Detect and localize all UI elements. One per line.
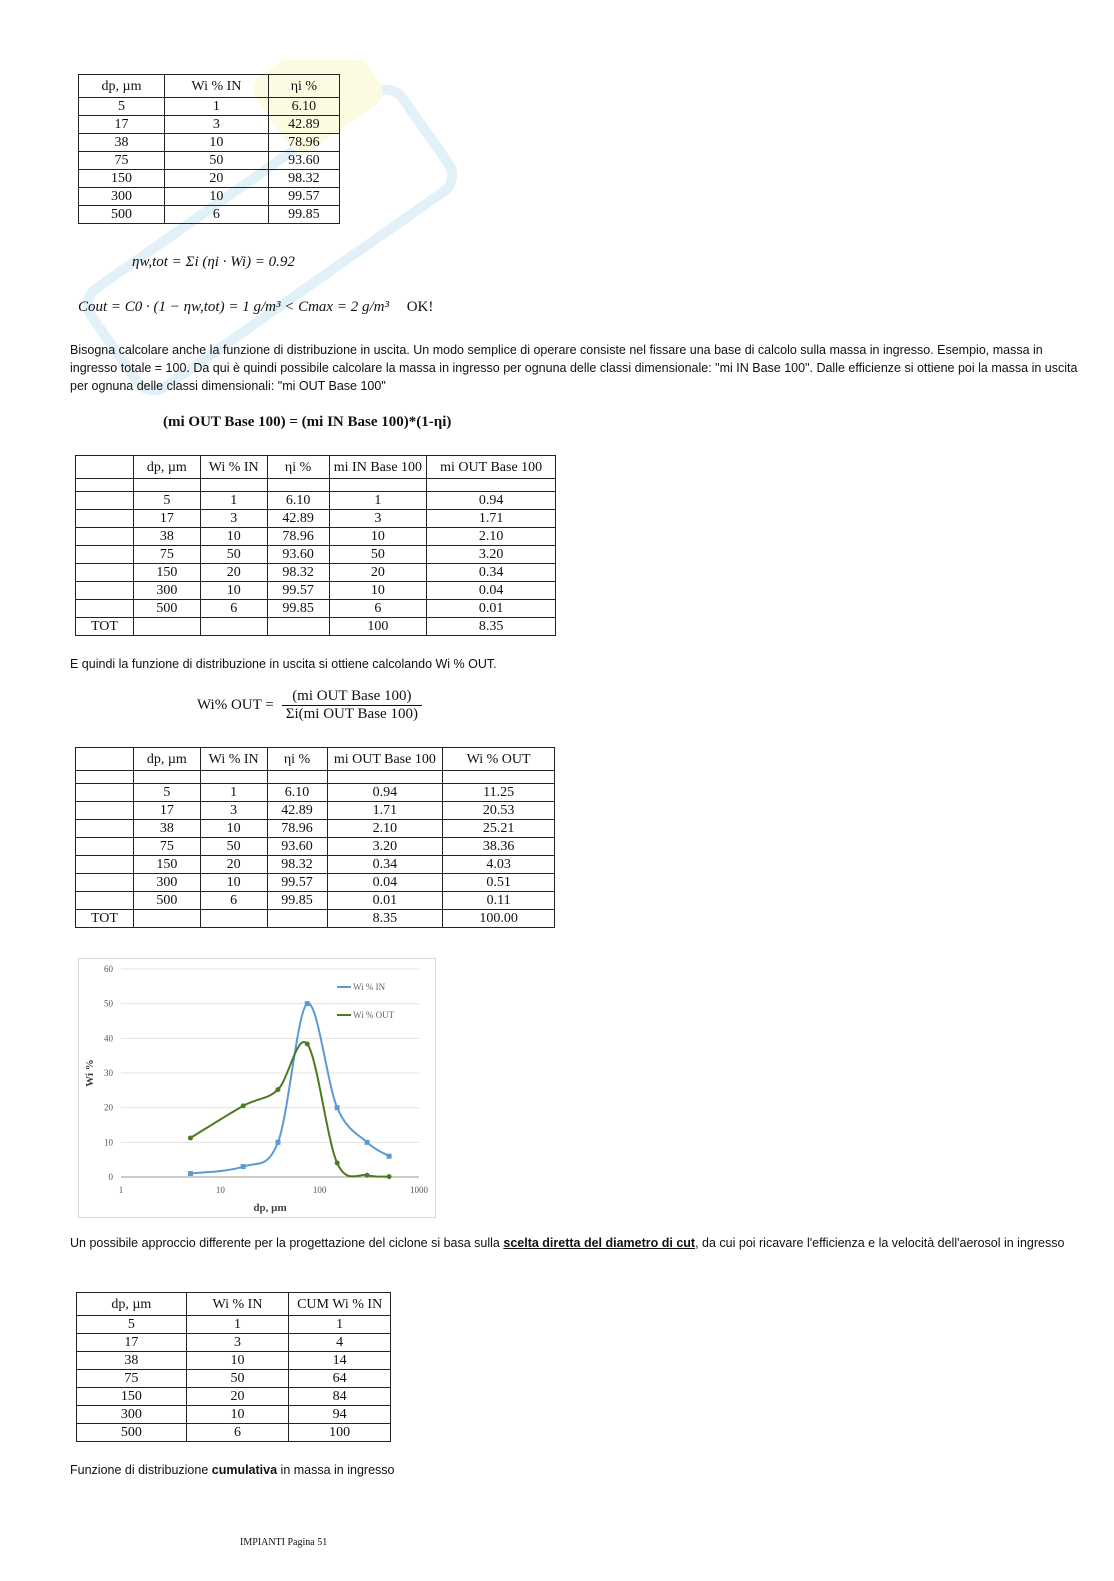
- table-row: [77, 1406, 391, 1424]
- table-cell: 99.57: [267, 582, 329, 600]
- table-cell: [76, 838, 134, 856]
- table-cell: 17: [133, 802, 200, 820]
- y-tick-label: 30: [104, 1068, 113, 1078]
- table-cell: 6: [200, 600, 267, 618]
- table-cell: 1: [165, 98, 269, 116]
- table-cell: [76, 771, 134, 784]
- table-cell: 99.85: [267, 892, 327, 910]
- table-cell: 1: [289, 1316, 391, 1334]
- table-cell: [76, 820, 134, 838]
- table-cell: 14: [289, 1352, 391, 1370]
- table-row: [77, 1388, 391, 1406]
- table-cell: mi OUT Base 100: [327, 748, 443, 771]
- table-row: [77, 1424, 391, 1442]
- table-cell: 78.96: [268, 134, 339, 152]
- table-cell: 150: [77, 1388, 187, 1406]
- x-tick-label: 10: [215, 1185, 225, 1195]
- table-cell: 75: [79, 152, 165, 170]
- series-line: [190, 1042, 389, 1177]
- table-row: [79, 116, 340, 134]
- table-cell: 10: [186, 1352, 289, 1370]
- table-row: [76, 856, 555, 874]
- table-row: [76, 820, 555, 838]
- table-cell: 100: [329, 618, 427, 636]
- table-cell: 1.71: [327, 802, 443, 820]
- table-cell: 150: [133, 564, 200, 582]
- table-row: [77, 1352, 391, 1370]
- table-cell: 0.01: [427, 600, 556, 618]
- table-row: [76, 802, 555, 820]
- table-cell: mi OUT Base 100: [427, 456, 556, 479]
- table-cell: 1: [200, 492, 267, 510]
- table-cell: 3: [329, 510, 427, 528]
- table-cell: 10: [165, 188, 269, 206]
- table-cell: 78.96: [267, 820, 327, 838]
- table-cell: ηi %: [268, 75, 339, 98]
- table-cell: 42.89: [267, 802, 327, 820]
- table-row: [76, 600, 556, 618]
- table-cell: 150: [133, 856, 200, 874]
- table-cell: 3.20: [327, 838, 443, 856]
- table-row: [77, 1316, 391, 1334]
- x-tick-label: 1000: [410, 1185, 428, 1195]
- mass-balance-table: [75, 455, 556, 636]
- table-spacer-row: [76, 771, 555, 784]
- table-cell: 500: [79, 206, 165, 224]
- table-cell: 0.94: [327, 784, 443, 802]
- table-row: [79, 98, 340, 116]
- table-cell: Wi % OUT: [443, 748, 555, 771]
- legend-label: Wi % IN: [353, 982, 386, 992]
- table-cell: 42.89: [268, 116, 339, 134]
- data-point: [387, 1174, 392, 1179]
- wi-out-formula: Wi% OUT = (mi OUT Base 100) Σi(mi OUT Base 100): [197, 688, 422, 723]
- table-cell: 10: [329, 582, 427, 600]
- table-cell: 98.32: [268, 170, 339, 188]
- table-row: [76, 492, 556, 510]
- table-row: [76, 874, 555, 892]
- table-cell: [133, 618, 200, 636]
- y-tick-label: 10: [104, 1137, 113, 1148]
- table-header-row: [76, 456, 556, 479]
- table-row: [76, 582, 556, 600]
- table-cell: 11.25: [443, 784, 555, 802]
- table-cell: 78.96: [267, 528, 329, 546]
- table-cell: 20: [329, 564, 427, 582]
- y-axis-label: Wi %: [84, 1059, 96, 1087]
- table-cell: 93.60: [267, 546, 329, 564]
- table-cell: 5: [133, 784, 200, 802]
- paragraph-output-distribution: Bisogna calcolare anche la funzione di distribuzione in uscita. Un modo semplice di operare consiste nel fissare una base di calcolo sulla massa in ingresso. Esempio, massa in ingresso totale = 100. Da qui è quindi possibile calcolare la massa in ingresso per ognuna delle classi dimensionale: "mi IN Base 100". Dalle efficienze si ottiene poi la massa in uscita per ognuna delle classi dimensionali: "mi OUT Base 100": [70, 343, 1078, 393]
- table-cell: 93.60: [268, 152, 339, 170]
- table-cell: 8.35: [327, 910, 443, 928]
- data-point: [365, 1140, 370, 1145]
- x-axis-label: dp, µm: [253, 1202, 287, 1214]
- data-point: [275, 1140, 280, 1145]
- data-point: [387, 1154, 392, 1159]
- table-cell: 64: [289, 1370, 391, 1388]
- table-cell: 500: [133, 892, 200, 910]
- table-cell: [76, 582, 134, 600]
- table-cell: [76, 492, 134, 510]
- table-cell: 1: [186, 1316, 289, 1334]
- table-cell: 10: [200, 874, 267, 892]
- table-cell: [76, 456, 134, 479]
- table-cell: 6.10: [267, 784, 327, 802]
- table-cell: 6.10: [268, 98, 339, 116]
- table-cell: 20.53: [443, 802, 555, 820]
- table-cell: 17: [77, 1334, 187, 1352]
- table-cell: 50: [186, 1370, 289, 1388]
- table-cell: mi IN Base 100: [329, 456, 427, 479]
- table-cell: 5: [77, 1316, 187, 1334]
- table-cell: [133, 771, 200, 784]
- table-cell: 42.89: [267, 510, 329, 528]
- data-point: [241, 1103, 246, 1108]
- table-cell: [200, 618, 267, 636]
- table-cell: 50: [165, 152, 269, 170]
- table-header-row: [77, 1293, 391, 1316]
- table-cell: 2.10: [427, 528, 556, 546]
- table-cell: [327, 771, 443, 784]
- table-cell: Wi % IN: [200, 748, 267, 771]
- table-cell: 100.00: [443, 910, 555, 928]
- table-cell: [76, 892, 134, 910]
- table-cell: 75: [77, 1370, 187, 1388]
- table-row: [79, 170, 340, 188]
- total-efficiency-formula: ηw,tot = Σi (ηi · Wi) = 0.92: [132, 254, 295, 270]
- table-cell: [267, 910, 327, 928]
- data-point: [335, 1105, 340, 1110]
- table-cell: 10: [329, 528, 427, 546]
- table-row: [79, 134, 340, 152]
- table-header-row: [79, 75, 340, 98]
- table-cell: 3: [165, 116, 269, 134]
- table-cell: 5: [133, 492, 200, 510]
- table-cell: 5: [79, 98, 165, 116]
- table-cell: [200, 910, 267, 928]
- series-line: [190, 1003, 389, 1173]
- table-row: [76, 892, 555, 910]
- table-header-row: [76, 748, 555, 771]
- table-cell: [76, 600, 134, 618]
- table-cell: 84: [289, 1388, 391, 1406]
- page-footer: IMPIANTI Pagina 51: [240, 1537, 328, 1548]
- table-cell: 93.60: [267, 838, 327, 856]
- table-cell: 98.32: [267, 564, 329, 582]
- table-cell: [76, 748, 134, 771]
- table-cell: 3: [186, 1334, 289, 1352]
- table-cell: 6: [186, 1424, 289, 1442]
- table-cell: 3: [200, 510, 267, 528]
- table-cell: 0.04: [427, 582, 556, 600]
- chart-svg: [79, 959, 435, 1217]
- table-cell: 0.01: [327, 892, 443, 910]
- table-cell: 75: [133, 838, 200, 856]
- table-cell: 38.36: [443, 838, 555, 856]
- table-cell: 300: [133, 582, 200, 600]
- table-cell: [76, 564, 134, 582]
- table-cell: 25.21: [443, 820, 555, 838]
- table-cell: 99.85: [268, 206, 339, 224]
- table-cell: 20: [200, 856, 267, 874]
- table-cell: dp, µm: [133, 456, 200, 479]
- table-cell: 20: [200, 564, 267, 582]
- data-point: [188, 1136, 193, 1141]
- data-point: [335, 1161, 340, 1166]
- data-point: [275, 1087, 280, 1092]
- table-cell: 150: [79, 170, 165, 188]
- table-cell: ηi %: [267, 456, 329, 479]
- table-cell: 0.94: [427, 492, 556, 510]
- output-distribution-table: [75, 747, 555, 928]
- y-tick-label: 0: [108, 1172, 113, 1182]
- table-cell: CUM Wi % IN: [289, 1293, 391, 1316]
- table-cell: 10: [200, 820, 267, 838]
- table-cell: Wi % IN: [165, 75, 269, 98]
- table-row: [77, 1370, 391, 1388]
- table-total-row: [76, 618, 556, 636]
- table-cell: 3: [200, 802, 267, 820]
- table-cell: [200, 479, 267, 492]
- table-cell: [267, 618, 329, 636]
- table-cell: 0.04: [327, 874, 443, 892]
- table-cell: [267, 771, 327, 784]
- table-cell: 94: [289, 1406, 391, 1424]
- table-row: [76, 528, 556, 546]
- table-cell: dp, µm: [77, 1293, 187, 1316]
- table-cell: Wi % IN: [186, 1293, 289, 1316]
- cumulative-table: [76, 1292, 391, 1442]
- table-cell: 10: [200, 582, 267, 600]
- table-row: [79, 188, 340, 206]
- table-cell: 6.10: [267, 492, 329, 510]
- table-cell: 0.34: [427, 564, 556, 582]
- paragraph-cut-diameter: Un possibile approccio differente per la progettazione del ciclone si basa sulla scelta diretta del diametro di cut, da cui poi ricavare l'efficienza e la velocità dell'aerosol in ingresso: [70, 1236, 1065, 1250]
- table-cell: 3.20: [427, 546, 556, 564]
- table-total-row: [76, 910, 555, 928]
- mass-out-formula: (mi OUT Base 100) = (mi IN Base 100)*(1-ηi): [163, 414, 452, 430]
- table-cell: 38: [79, 134, 165, 152]
- table-cell: 1.71: [427, 510, 556, 528]
- cumulative-caption: Funzione di distribuzione cumulativa in massa in ingresso: [70, 1463, 395, 1477]
- data-point: [305, 1042, 310, 1047]
- table-cell: Wi % IN: [200, 456, 267, 479]
- table-cell: TOT: [76, 618, 134, 636]
- x-tick-label: 100: [312, 1185, 327, 1195]
- table-cell: 1: [200, 784, 267, 802]
- table-cell: 500: [133, 600, 200, 618]
- table-cell: [76, 874, 134, 892]
- table-cell: 6: [165, 206, 269, 224]
- paragraph-wi-out: E quindi la funzione di distribuzione in uscita si ottiene calcolando Wi % OUT.: [70, 657, 497, 671]
- table-cell: 38: [133, 528, 200, 546]
- table-cell: [329, 479, 427, 492]
- table-row: [77, 1334, 391, 1352]
- table-cell: dp, µm: [133, 748, 200, 771]
- table-cell: 4: [289, 1334, 391, 1352]
- table-row: [79, 152, 340, 170]
- table-cell: [200, 771, 267, 784]
- table-spacer-row: [76, 479, 556, 492]
- table-cell: [76, 510, 134, 528]
- data-point: [305, 1001, 310, 1006]
- table-cell: 99.85: [267, 600, 329, 618]
- legend-label: Wi % OUT: [353, 1010, 395, 1020]
- table-cell: TOT: [76, 910, 134, 928]
- table-cell: [76, 546, 134, 564]
- table-cell: 20: [186, 1388, 289, 1406]
- table-cell: 50: [200, 546, 267, 564]
- table-cell: 100: [289, 1424, 391, 1442]
- table-cell: 300: [77, 1406, 187, 1424]
- table-row: [76, 784, 555, 802]
- table-cell: [427, 479, 556, 492]
- table-cell: [76, 802, 134, 820]
- table-cell: 50: [329, 546, 427, 564]
- table-cell: 0.34: [327, 856, 443, 874]
- table-cell: 50: [200, 838, 267, 856]
- table-cell: 10: [186, 1406, 289, 1424]
- y-tick-label: 60: [104, 964, 113, 974]
- table-cell: [76, 479, 134, 492]
- table-cell: ηi %: [267, 748, 327, 771]
- data-point: [365, 1173, 370, 1178]
- table-row: [76, 838, 555, 856]
- table-row: [79, 206, 340, 224]
- table-cell: 38: [133, 820, 200, 838]
- table-cell: 1: [329, 492, 427, 510]
- x-tick-label: 1: [118, 1185, 124, 1195]
- table-cell: [133, 479, 200, 492]
- table-cell: [76, 784, 134, 802]
- table-cell: 6: [200, 892, 267, 910]
- outlet-concentration-formula: Cout = C0 · (1 − ηw,tot) = 1 g/m³ < Cmax = 2 g/m³ OK!: [78, 299, 434, 315]
- table-row: [76, 510, 556, 528]
- table-cell: 4.03: [443, 856, 555, 874]
- y-tick-label: 50: [104, 998, 113, 1009]
- table-cell: 6: [329, 600, 427, 618]
- table-cell: 20: [165, 170, 269, 188]
- table-cell: 0.51: [443, 874, 555, 892]
- table-cell: [443, 771, 555, 784]
- table-cell: 10: [165, 134, 269, 152]
- data-point: [241, 1164, 246, 1169]
- table-cell: 98.32: [267, 856, 327, 874]
- table-row: [76, 564, 556, 582]
- table-cell: dp, µm: [79, 75, 165, 98]
- table-cell: 300: [79, 188, 165, 206]
- table-cell: 38: [77, 1352, 187, 1370]
- y-tick-label: 20: [104, 1102, 113, 1113]
- cut-diameter-link[interactable]: scelta diretta del diametro di cut: [503, 1236, 696, 1250]
- table-cell: 17: [133, 510, 200, 528]
- table-cell: [267, 479, 329, 492]
- table-row: [76, 546, 556, 564]
- data-point: [188, 1171, 193, 1176]
- efficiency-table: [78, 74, 340, 224]
- table-cell: 8.35: [427, 618, 556, 636]
- y-tick-label: 40: [104, 1033, 113, 1044]
- table-cell: 2.10: [327, 820, 443, 838]
- table-cell: 99.57: [268, 188, 339, 206]
- table-cell: [76, 856, 134, 874]
- table-cell: 99.57: [267, 874, 327, 892]
- table-cell: 0.11: [443, 892, 555, 910]
- table-cell: 500: [77, 1424, 187, 1442]
- distribution-chart: [78, 958, 436, 1218]
- table-cell: 17: [79, 116, 165, 134]
- table-cell: [133, 910, 200, 928]
- table-cell: 300: [133, 874, 200, 892]
- table-cell: [76, 528, 134, 546]
- table-cell: 10: [200, 528, 267, 546]
- table-cell: 75: [133, 546, 200, 564]
